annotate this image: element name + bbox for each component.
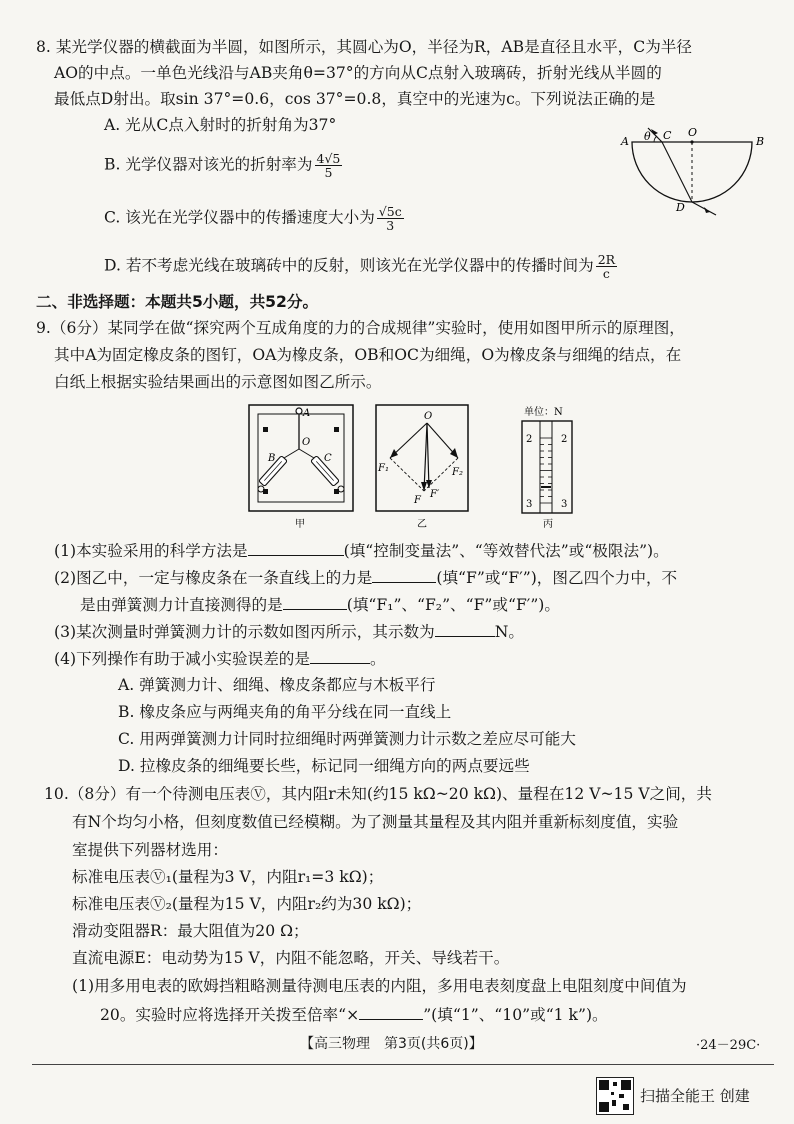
tick-label-3-left: 3: [526, 499, 533, 510]
q10-sub1-cont: [100, 1003, 608, 1025]
q8-option-d-numerator: 2R: [597, 252, 616, 267]
arrow-f: [421, 482, 427, 491]
label-f1: F₁: [378, 463, 389, 474]
arrow-f1: [390, 449, 398, 458]
q10-equipment-source: 直流电源E：电动势为15 V，内阻不能忽略，开关、导线若干。: [72, 949, 510, 967]
q8-option-c-fraction: [377, 205, 404, 232]
label-c: C: [663, 129, 672, 142]
refracted-ray: [662, 142, 692, 202]
q8-option-c-numerator: √5c: [378, 204, 402, 219]
unit-label: 单位：N: [524, 407, 563, 418]
tick-label-2-left: 2: [526, 434, 533, 445]
string-oc: [299, 449, 314, 458]
board-outer: [249, 405, 353, 511]
q10-line2: 有N个均匀小格，但刻度数值已经模糊。为了测量其量程及其内阻并重新标刻度值，实验: [72, 813, 679, 831]
string-ob: [284, 449, 299, 458]
q9-sub2b-text: 是由弹簧测力计直接测得的是: [80, 596, 283, 614]
thumbtack-a: [296, 408, 302, 414]
label-c: C: [324, 453, 332, 464]
q9-option-c: C. 用两弹簧测力计同时拉细绳时两弹簧测力计示数之差应尽可能大: [118, 730, 576, 748]
q9-figure-bing: [514, 403, 584, 531]
q9-option-b: B. 橡皮条应与两绳夹角的角平分线在同一直线上: [118, 703, 452, 721]
label-b: B: [268, 453, 276, 464]
footer-code: ·24－29C·: [696, 1038, 761, 1053]
q9-sub1-text: (1)本实验采用的科学方法是: [54, 542, 248, 560]
footer-divider: [32, 1064, 774, 1065]
q9-line1: 9.（6分）某同学在做“探究两个互成角度的力的合成规律”实验时，使用如图甲所示的原理图，: [36, 319, 685, 337]
parallelogram-side-1: [390, 458, 424, 491]
q9-sub2b-blank[interactable]: [283, 593, 347, 610]
label-o: O: [302, 437, 311, 448]
q9-sub3-blank[interactable]: [435, 620, 495, 637]
q10-sub1b-text: 20。实验时应将选择开关拨至倍率“×: [100, 1006, 360, 1024]
caption-yi: 乙: [417, 519, 427, 530]
q9-option-d: D. 拉橡皮条的细绳要长些，标记同一细绳方向的两点要远些: [118, 757, 530, 775]
q10-equipment-rheostat: 滑动变阻器R：最大阻值为20 Ω；: [72, 922, 309, 940]
q8-option-c-denominator: 3: [386, 218, 395, 233]
q8-option-a: A. 光从C点入射时的折射角为37°: [104, 116, 337, 134]
q9-line3: 白纸上根据实验结果画出的示意图如图乙所示。: [54, 373, 382, 391]
label-o: O: [424, 411, 433, 422]
label-f-prime: F′: [430, 489, 440, 500]
scanner-watermark: 扫描全能王 创建: [640, 1087, 750, 1105]
q10-line3: 室提供下列器材选用：: [72, 841, 228, 859]
q9-sub1-hint: (填“控制变量法”、“等效替代法”或“极限法”)。: [343, 542, 669, 560]
q9-line2: 其中A为固定橡皮条的图钉，OA为橡皮条，OB和OC为细绳，O为橡皮条与细绳的结点，在: [54, 346, 682, 364]
q9-sub4-text: (4)下列操作有助于减小实验误差的是: [54, 650, 310, 668]
label-a: A: [621, 135, 629, 148]
q8-line3: 最低点D射出。取sin 37°=0.6，cos 37°=0.8，真空中的光速为c。下列说法正确的是: [54, 90, 656, 108]
q9-sub2b-hint: (填“F₁”、“F₂”、“F”或“F′”)。: [346, 596, 560, 614]
q9-sub2-cont: [80, 593, 560, 615]
q9-option-a: A. 弹簧测力计、细绳、橡皮条都应与木板平行: [118, 676, 436, 694]
q8-option-b-text: B. 光学仪器对该光的折射率为: [104, 155, 313, 174]
q8-option-c: [104, 205, 406, 232]
q10-equipment-v1: 标准电压表Ⓥ₁(量程为3 V，内阻r₁=3 kΩ)；: [72, 868, 384, 886]
label-f: F: [414, 495, 421, 506]
q8-option-b-numerator: 4√5: [316, 151, 341, 166]
q8-option-c-text: C. 该光在光学仪器中的传播速度大小为: [104, 208, 375, 227]
footer-page-label: 【高三物理 第3页(共6页)】: [300, 1036, 483, 1052]
label-a: A: [303, 408, 311, 419]
q8-option-b: [104, 152, 344, 179]
q9-figure-yi: [374, 403, 470, 531]
label-theta: θ: [644, 130, 651, 143]
q9-sub4-end: 。: [370, 650, 386, 668]
q9-sub4: [54, 647, 386, 669]
q8-option-d-text: D. 若不考虑光线在玻璃砖中的反射，则该光在光学仪器中的传播时间为: [104, 256, 594, 275]
q9-sub2-text: (2)图乙中，一定与橡皮条在一条直线上的力是: [54, 569, 373, 587]
q9-sub3-unit: N。: [494, 623, 524, 641]
section-2-heading: 二、非选择题：本题共5小题，共52分。: [36, 293, 319, 311]
paper-frame: [376, 405, 468, 511]
qr-code-icon: [596, 1077, 634, 1115]
label-d: D: [676, 201, 685, 214]
theta-arc: [654, 136, 657, 142]
pointer: [541, 486, 551, 488]
q8-line1: 8. 某光学仪器的横截面为半圆，如图所示，其圆心为O，半径为R，AB是直径且水平，C为半径: [36, 38, 692, 56]
q10-sub1b-hint: ”(填“1”、“10”或“1 k”)。: [423, 1006, 608, 1024]
tick-label-2-right: 2: [561, 434, 568, 445]
scale-ticks: [540, 438, 552, 503]
q9-sub2: [54, 566, 677, 588]
exit-ray-arrow: [704, 207, 710, 213]
q10-sub1: (1)用多用电表的欧姆挡粗略测量待测电压表的内阻，多用电表刻度盘上电阻刻度中间值为: [72, 977, 687, 995]
q10-line1: 10.（8分）有一个待测电压表Ⓥ，其内阻r未知(约15 kΩ~20 kΩ)、量程在12 V~15 V之间，共: [44, 785, 712, 803]
center-point-o: [690, 140, 693, 143]
caption-jia: 甲: [295, 519, 305, 530]
label-b: B: [756, 135, 765, 148]
q10-sub1-blank[interactable]: [359, 1003, 423, 1020]
q9-sub3: [54, 620, 524, 642]
q8-option-d-denominator: c: [602, 266, 610, 281]
q9-sub3-text: (3)某次测量时弹簧测力计的示数如图丙所示，其示数为: [54, 623, 435, 641]
q8-semicircle-figure: [618, 118, 768, 218]
pin-tl: [263, 427, 268, 432]
q8-option-b-denominator: 5: [324, 165, 333, 180]
scale-slot: [540, 421, 552, 513]
q9-figure-jia: [246, 403, 358, 531]
q10-equipment-v2: 标准电压表Ⓥ₂(量程为15 V，内阻r₂约为30 kΩ)；: [72, 895, 422, 913]
exit-ray: [692, 202, 716, 215]
q9-sub2-blank[interactable]: [372, 566, 436, 583]
q8-option-b-fraction: [315, 152, 343, 179]
caption-bing: 丙: [543, 519, 553, 530]
q9-sub1: [54, 539, 669, 561]
label-f2: F₂: [452, 467, 463, 478]
q8-option-d-fraction: [596, 253, 617, 280]
tick-label-3-right: 3: [561, 499, 568, 510]
q9-sub1-blank[interactable]: [248, 539, 344, 556]
q8-option-d: [104, 253, 619, 280]
pin-tr: [334, 427, 339, 432]
q8-line2: AO的中点。一单色光线沿与AB夹角θ=37°的方向从C点射入玻璃砖，折射光线从半圆的: [54, 64, 662, 82]
q9-sub2-hint: (填“F”或“F′”)，图乙四个力中，不: [436, 569, 678, 587]
q9-sub4-blank[interactable]: [310, 647, 370, 664]
force-f-prime: [427, 423, 429, 488]
label-o: O: [688, 126, 698, 139]
